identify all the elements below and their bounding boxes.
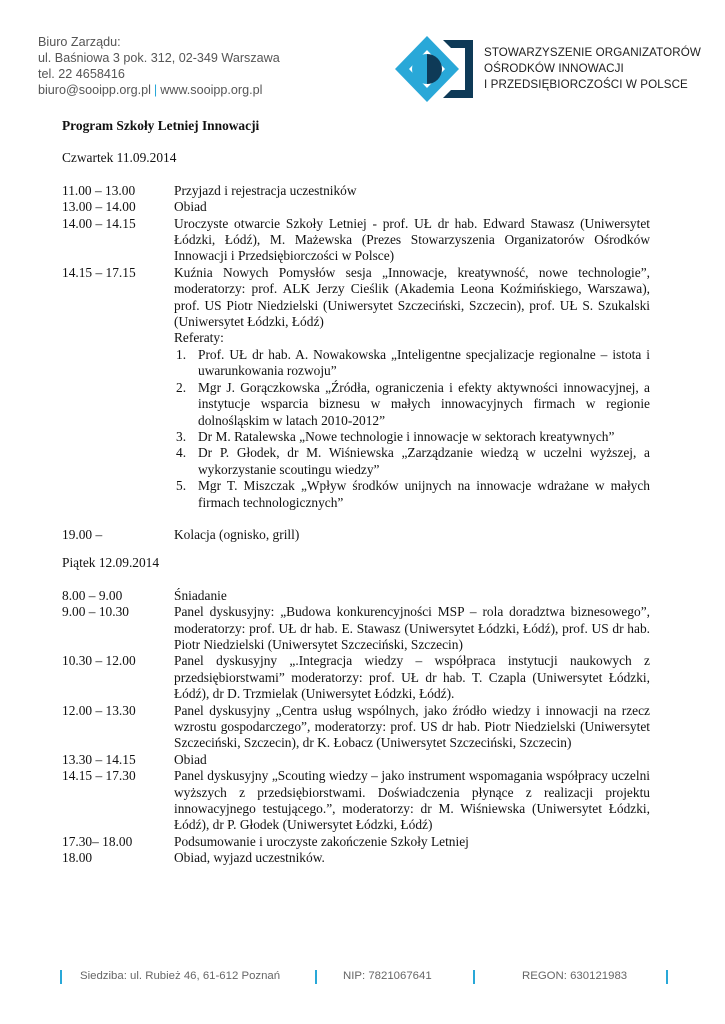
- referaty-list: [174, 347, 650, 511]
- schedule-row: [62, 216, 650, 265]
- separator: |: [153, 83, 158, 97]
- footer-divider: [473, 970, 475, 984]
- schedule-row: [62, 588, 650, 604]
- schedule-desc: Panel dyskusyjny „Scouting wiedzy – jako instrument wspomagania współpracy uczelni wyższych z przedsiębiorstwami. Doświadczenia płynące z realizacji projektu innowacyjnego testującego.”, moderatorzy: dr M. Wiśniewska (Uniwersytet Łódzki, Łódź), dr P. Głodek (Uniwersytet Łódzki, Łódź): [174, 768, 650, 833]
- schedule-desc: Panel dyskusyjny „.Integracja wiedzy – współpraca instytucji naukowych z przedsiębiorstwami” moderatorzy: prof. UŁ dr hab. T. Czapla (Uniwersytet Łódzki, Łódź), dr D. Trzmielak (Uniwersytet Łódzki, Łódź).: [174, 653, 650, 702]
- schedule-desc: Panel dyskusyjny „Centra usług wspólnych, jako źródło wiedzy i innowacji na rzecz wzrostu gospodarczego”, moderatorzy: prof. US dr hab. Piotr Niedzielski (Uniwersytet Szczeciński, Szczecin), dr K. Łobacz (Uniwersytet Szczeciński, Szczecin): [174, 702, 650, 751]
- schedule-time: 14.00 – 14.15: [62, 215, 136, 231]
- schedule-time: 13.30 – 14.15: [62, 751, 136, 767]
- schedule-desc: Panel dyskusyjny: „Budowa konkurencyjności MSP – rola doradztwa biznesowego”, moderatorzy: prof. UŁ dr hab. E. Stawasz (Uniwersytet Łódzki, Łódź), prof. US dr hab. Piotr Niedzielski (Uniwersytet Szczeciński, Szczecin): [174, 604, 650, 652]
- schedule-time: 11.00 – 13.00: [62, 182, 136, 198]
- website-link[interactable]: www.sooipp.org.pl: [160, 83, 263, 97]
- schedule-desc: Obiad, wyjazd uczestników.: [174, 850, 325, 866]
- schedule-time: 18.00: [62, 850, 93, 866]
- org-line: STOWARZYSZENIE ORGANIZATORÓW: [484, 46, 701, 59]
- schedule-time: 12.00 – 13.30: [62, 702, 136, 718]
- organization-logo: [393, 34, 473, 104]
- list-number: 5.: [176, 478, 187, 494]
- org-line: I PRZEDSIĘBIORCZOŚCI W POLSCE: [484, 78, 688, 91]
- referaty-label: Referaty:: [174, 330, 224, 346]
- schedule-time: 8.00 – 9.00: [62, 587, 123, 603]
- contact-line: [38, 82, 280, 98]
- footer-divider: [60, 970, 62, 984]
- day-heading-friday: Piątek 12.09.2014: [62, 555, 160, 571]
- schedule-row: [62, 834, 650, 850]
- list-number: 4.: [176, 445, 187, 461]
- program-document: [62, 118, 650, 867]
- schedule-time: 10.30 – 12.00: [62, 653, 136, 669]
- list-text: Dr P. Głodek, dr M. Wiśniewska „Zarządzanie wiedzą w uczelni wyższej, a wykorzystanie scoutingu wiedzy”: [198, 445, 650, 477]
- list-number: 3.: [176, 428, 187, 444]
- schedule-row: [62, 265, 650, 511]
- schedule-desc: Obiad: [174, 751, 207, 767]
- schedule-desc: Obiad: [174, 199, 207, 215]
- schedule-time: 13.00 – 14.00: [62, 199, 136, 215]
- office-phone: tel. 22 4658416: [38, 67, 125, 81]
- footer-divider: [666, 970, 668, 984]
- footer-address: Siedziba: ul. Rubież 46, 61-612 Poznań: [80, 970, 281, 982]
- schedule-time: 17.30– 18.00: [62, 833, 133, 849]
- schedule-desc: Kuźnia Nowych Pomysłów sesja „Innowacje, kreatywność, nowe technologie”, moderatorzy: prof. ALK Jerzy Cieślik (Akademia Leona Koźmińskiego, Warszawa), prof. US Piotr Niedzielski (Uniwersytet Szczeciński, Szczecin), prof. UŁ S. Szukalski (Uniwersytet Łódzki, Łódź): [174, 264, 650, 330]
- org-line: OŚRODKÓW INNOWACJI: [484, 62, 624, 75]
- office-label: Biuro Zarządu:: [38, 35, 121, 49]
- day-heading-thursday: Czwartek 11.09.2014: [62, 150, 177, 166]
- schedule-desc: Uroczyste otwarcie Szkoły Letniej - prof. UŁ dr hab. Edward Stawasz (Uniwersytet Łódzki, Łódź), M. Mażewska (Prezes Stowarzyszenia Organizatorów Ośrodków Innowacji i Przedsiębiorczości w Polsce): [174, 215, 650, 264]
- schedule-row: [62, 653, 650, 702]
- schedule-time: 19.00 –: [62, 526, 103, 542]
- list-number: 2.: [176, 379, 187, 395]
- spacer: [62, 511, 650, 527]
- list-item: [174, 445, 650, 478]
- document-title: Program Szkoły Letniej Innowacji: [62, 118, 260, 133]
- footer-divider: [315, 970, 317, 984]
- list-number: 1.: [176, 346, 187, 362]
- schedule-desc: Podsumowanie i uroczyste zakończenie Szkoły Letniej: [174, 833, 469, 849]
- list-text: Mgr T. Miszczak „Wpływ środków unijnych na innowacje wdrażane w małych firmach technologicznych”: [198, 478, 650, 510]
- schedule-row: [62, 604, 650, 653]
- list-item: [174, 429, 650, 445]
- schedule-row: [62, 850, 650, 866]
- schedule-row: [62, 752, 650, 768]
- list-text: Mgr J. Gorączkowska „Źródła, ograniczenia i efekty aktywności innowacyjnej, a instytucje wsparcia biznesu w małych innowacyjnych firmach w regionie dolnośląskim w latach 2010-2012”: [198, 379, 650, 428]
- schedule-desc: Kolacja (ognisko, grill): [174, 526, 300, 542]
- letterhead-address: [38, 34, 280, 98]
- schedule-row: [62, 527, 650, 543]
- schedule-desc: Śniadanie: [174, 587, 227, 603]
- footer-regon: REGON: 630121983: [522, 970, 628, 982]
- office-street: ul. Baśniowa 3 pok. 312, 02-349 Warszawa: [38, 51, 280, 65]
- schedule-row: [62, 199, 650, 215]
- list-item: [174, 380, 650, 429]
- list-text: Prof. UŁ dr hab. A. Nowakowska „Inteligentne specjalizacje regionalne – istota i uwarunkowania rozwoju”: [198, 346, 650, 379]
- schedule-row: [62, 183, 650, 199]
- schedule-time: 9.00 – 10.30: [62, 604, 129, 620]
- list-item: [174, 347, 650, 380]
- schedule-desc-block: [174, 265, 650, 511]
- email-link[interactable]: biuro@sooipp.org.pl: [38, 83, 151, 97]
- schedule-time: 14.15 – 17.15: [62, 264, 136, 280]
- schedule-row: [62, 703, 650, 752]
- schedule-time: 14.15 – 17.30: [62, 768, 136, 784]
- schedule-row: [62, 768, 650, 834]
- list-text: Dr M. Ratalewska „Nowe technologie i innowacje w sektorach kreatywnych”: [198, 428, 615, 444]
- footer-nip: NIP: 7821067641: [343, 970, 432, 982]
- list-item: [174, 478, 650, 511]
- schedule-desc: Przyjazd i rejestracja uczestników: [174, 182, 357, 198]
- organization-name: [484, 45, 701, 93]
- letterhead-footer: [60, 968, 670, 986]
